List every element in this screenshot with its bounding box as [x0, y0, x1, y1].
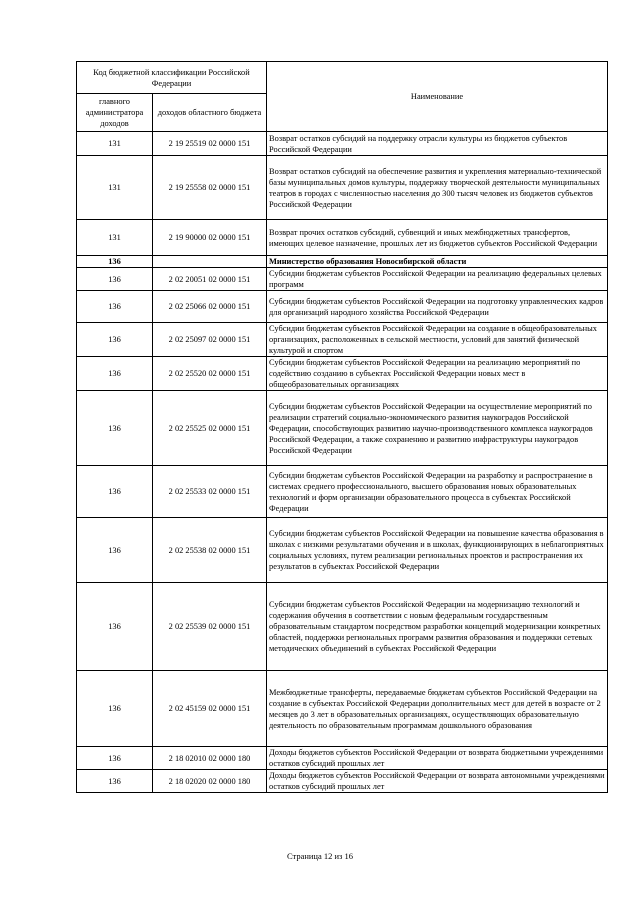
row-name: Межбюджетные трансферты, передаваемые бюджетам субъектов Российской Федерации на создание в субъектах Российской Федерации дополнительных мест для детей в возрасте от 2 месяцев до 3 лет в образовательных организациях, осуществляющих образовательную деятельность по образовательным программам дошкольного образования — [267, 671, 608, 747]
row-name: Субсидии бюджетам субъектов Российской Федерации на реализацию мероприятий по содействию созданию в субъектах Российской Федерации новых мест в общеобразовательных организациях — [267, 357, 608, 391]
row-income-code: 2 02 25066 02 0000 151 — [153, 291, 267, 323]
row-name: Возврат прочих остатков субсидий, субвенций и иных межбюджетных трансфертов, имеющих целевое назначение, прошлых лет из бюджетов субъектов Российской Федерации — [267, 220, 608, 256]
row-income-code: 2 19 25519 02 0000 151 — [153, 132, 267, 156]
row-income-code — [153, 256, 267, 268]
budget-classification-table — [76, 61, 608, 793]
row-income-code: 2 18 02020 02 0000 180 — [153, 770, 267, 793]
row-income-code: 2 02 20051 02 0000 151 — [153, 268, 267, 291]
row-income-code: 2 02 25533 02 0000 151 — [153, 466, 267, 518]
row-admin-code: 136 — [77, 583, 153, 671]
table-row — [77, 391, 608, 466]
row-income-code: 2 02 25538 02 0000 151 — [153, 518, 267, 583]
row-admin-code: 136 — [77, 323, 153, 357]
row-name: Возврат остатков субсидий на обеспечение развития и укрепления материально-технической базы муниципальных домов культуры, поддержку творческой деятельности муниципальных театров в городах с численностью населения до 300 тысяч человек из бюджетов субъектов Российской Федерации — [267, 156, 608, 220]
row-name: Министерство образования Новосибирской области — [267, 256, 608, 268]
table-row — [77, 291, 608, 323]
row-name: Субсидии бюджетам субъектов Российской Федерации на разработку и распространение в системах среднего профессионального, высшего образования новых образовательных технологий и форм организации образовательного процесса в субъектах Российской Федерации — [267, 466, 608, 518]
row-income-code: 2 02 25539 02 0000 151 — [153, 583, 267, 671]
table-row — [77, 671, 608, 747]
row-admin-code: 136 — [77, 747, 153, 770]
table-row — [77, 357, 608, 391]
header-name: Наименование — [267, 62, 608, 132]
row-name: Субсидии бюджетам субъектов Российской Федерации на реализацию федеральных целевых программ — [267, 268, 608, 291]
row-name: Субсидии бюджетам субъектов Российской Федерации на подготовку управленческих кадров для организаций народного хозяйства Российской Федерации — [267, 291, 608, 323]
row-income-code: 2 19 25558 02 0000 151 — [153, 156, 267, 220]
row-name: Возврат остатков субсидий на поддержку отрасли культуры из бюджетов субъектов Российской Федерации — [267, 132, 608, 156]
row-admin-code: 136 — [77, 518, 153, 583]
row-admin-code: 136 — [77, 466, 153, 518]
row-name: Субсидии бюджетам субъектов Российской Федерации на модернизацию технологий и содержания обучения в соответствии с новым федеральным государственным образовательным стандартом посредством разработки концепций модернизации конкретных областей, поддержки региональных программ развития образования и поддержки сетевых методических объединений в субъектах Российской Федерации — [267, 583, 608, 671]
row-income-code: 2 02 45159 02 0000 151 — [153, 671, 267, 747]
header-income: доходов областного бюджета — [153, 94, 267, 132]
header-code-group: Код бюджетной классификации Российской Федерации — [77, 62, 267, 94]
row-admin-code: 136 — [77, 256, 153, 268]
table-row — [77, 518, 608, 583]
table-row — [77, 747, 608, 770]
row-admin-code: 131 — [77, 156, 153, 220]
table-row — [77, 583, 608, 671]
row-admin-code: 131 — [77, 220, 153, 256]
row-income-code: 2 02 25097 02 0000 151 — [153, 323, 267, 357]
table-row — [77, 156, 608, 220]
row-name: Доходы бюджетов субъектов Российской Федерации от возврата бюджетными учреждениями остатков субсидий прошлых лет — [267, 747, 608, 770]
table-row — [77, 466, 608, 518]
row-income-code: 2 18 02010 02 0000 180 — [153, 747, 267, 770]
row-admin-code: 131 — [77, 132, 153, 156]
header-admin: главного администратора доходов — [77, 94, 153, 132]
table-row — [77, 770, 608, 793]
row-admin-code: 136 — [77, 671, 153, 747]
table-row — [77, 256, 608, 268]
table-row — [77, 268, 608, 291]
row-admin-code: 136 — [77, 770, 153, 793]
table-body — [77, 132, 608, 793]
row-admin-code: 136 — [77, 391, 153, 466]
table-row — [77, 132, 608, 156]
row-income-code: 2 19 90000 02 0000 151 — [153, 220, 267, 256]
row-admin-code: 136 — [77, 357, 153, 391]
row-name: Доходы бюджетов субъектов Российской Федерации от возврата автономными учреждениями остатков субсидий прошлых лет — [267, 770, 608, 793]
row-name: Субсидии бюджетам субъектов Российской Федерации на осуществление мероприятий по реализации стратегий социально-экономического развития наукоградов Российской Федерации, способствующих развитию научно-производственного комплекса наукоградов Российской Федерации, а также сохранению и развитию инфраструктуры наукоградов Российской Федерации — [267, 391, 608, 466]
row-admin-code: 136 — [77, 268, 153, 291]
row-name: Субсидии бюджетам субъектов Российской Федерации на создание в общеобразовательных организациях, расположенных в сельской местности, условий для занятий физической культурой и спортом — [267, 323, 608, 357]
page-footer: Страница 12 из 16 — [286, 851, 354, 861]
row-name: Субсидии бюджетам субъектов Российской Федерации на повышение качества образования в школах с низкими результатами обучения и в школах, функционирующих в неблагоприятных социальных условиях, путем реализации региональных проектов и распространения их результатов в субъектах Российской Федерации — [267, 518, 608, 583]
table-row — [77, 323, 608, 357]
row-admin-code: 136 — [77, 291, 153, 323]
row-income-code: 2 02 25520 02 0000 151 — [153, 357, 267, 391]
table-row — [77, 220, 608, 256]
row-income-code: 2 02 25525 02 0000 151 — [153, 391, 267, 466]
